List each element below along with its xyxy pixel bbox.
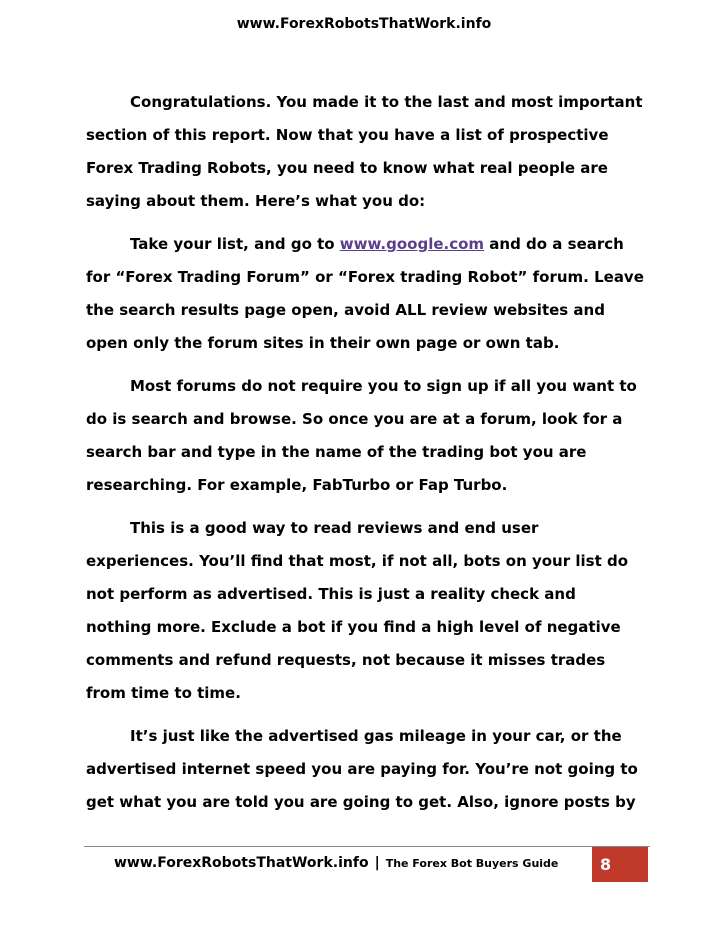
text-line: for “Forex Trading Forum” or “Forex trading Robot” forum. Leave [86, 268, 644, 286]
page-number-badge: 8 [592, 847, 648, 882]
text-line: search bar and type in the name of the trading bot you are [86, 443, 587, 461]
text-segment: Take your list, and go to [130, 235, 340, 253]
text-line: saying about them. Here’s what you do: [86, 192, 426, 210]
paragraph-3 [86, 370, 646, 502]
footer-guide-title: The Forex Bot Buyers Guide [385, 856, 559, 870]
footer-divider [84, 846, 650, 847]
paragraph-5 [86, 720, 646, 819]
text-line: experiences. You’ll find that most, if not all, bots on your list do [86, 552, 628, 570]
text-line: This is a good way to read reviews and end user [130, 519, 539, 537]
google-link[interactable]: www.google.com [339, 235, 485, 253]
text-line: nothing more. Exclude a bot if you find a high level of negative [86, 618, 621, 636]
text-line: the search results page open, avoid ALL review websites and [86, 301, 605, 319]
text-segment: and do a search [484, 235, 624, 253]
text-line: Congratulations. You made it to the last and most important [130, 93, 643, 111]
page-header: www.ForexRobotsThatWork.info [236, 16, 492, 32]
document-body [86, 86, 646, 829]
text-line [86, 228, 646, 261]
text-line: Forex Trading Robots, you need to know what real people are [86, 159, 608, 177]
footer-site: www.ForexRobotsThatWork.info [114, 855, 369, 871]
paragraph-4 [86, 512, 646, 710]
text-line: researching. For example, FabTurbo or Fap Turbo. [86, 476, 508, 494]
text-line: do is search and browse. So once you are at a forum, look for a [86, 410, 623, 428]
text-line: Most forums do not require you to sign up if all you want to [130, 377, 637, 395]
text-line: advertised internet speed you are paying for. You’re not going to [86, 760, 638, 778]
paragraph-2 [86, 228, 646, 360]
footer-separator: | [374, 855, 380, 871]
text-line: get what you are told you are going to get. Also, ignore posts by [86, 793, 636, 811]
page-footer [114, 850, 558, 876]
text-line: It’s just like the advertised gas mileage in your car, or the [130, 727, 622, 745]
text-line: from time to time. [86, 684, 241, 702]
text-line: section of this report. Now that you have a list of prospective [86, 126, 609, 144]
text-line: not perform as advertised. This is just a reality check and [86, 585, 576, 603]
text-line: comments and refund requests, not because it misses trades [86, 651, 606, 669]
paragraph-1 [86, 86, 646, 218]
text-line: open only the forum sites in their own page or own tab. [86, 334, 560, 352]
